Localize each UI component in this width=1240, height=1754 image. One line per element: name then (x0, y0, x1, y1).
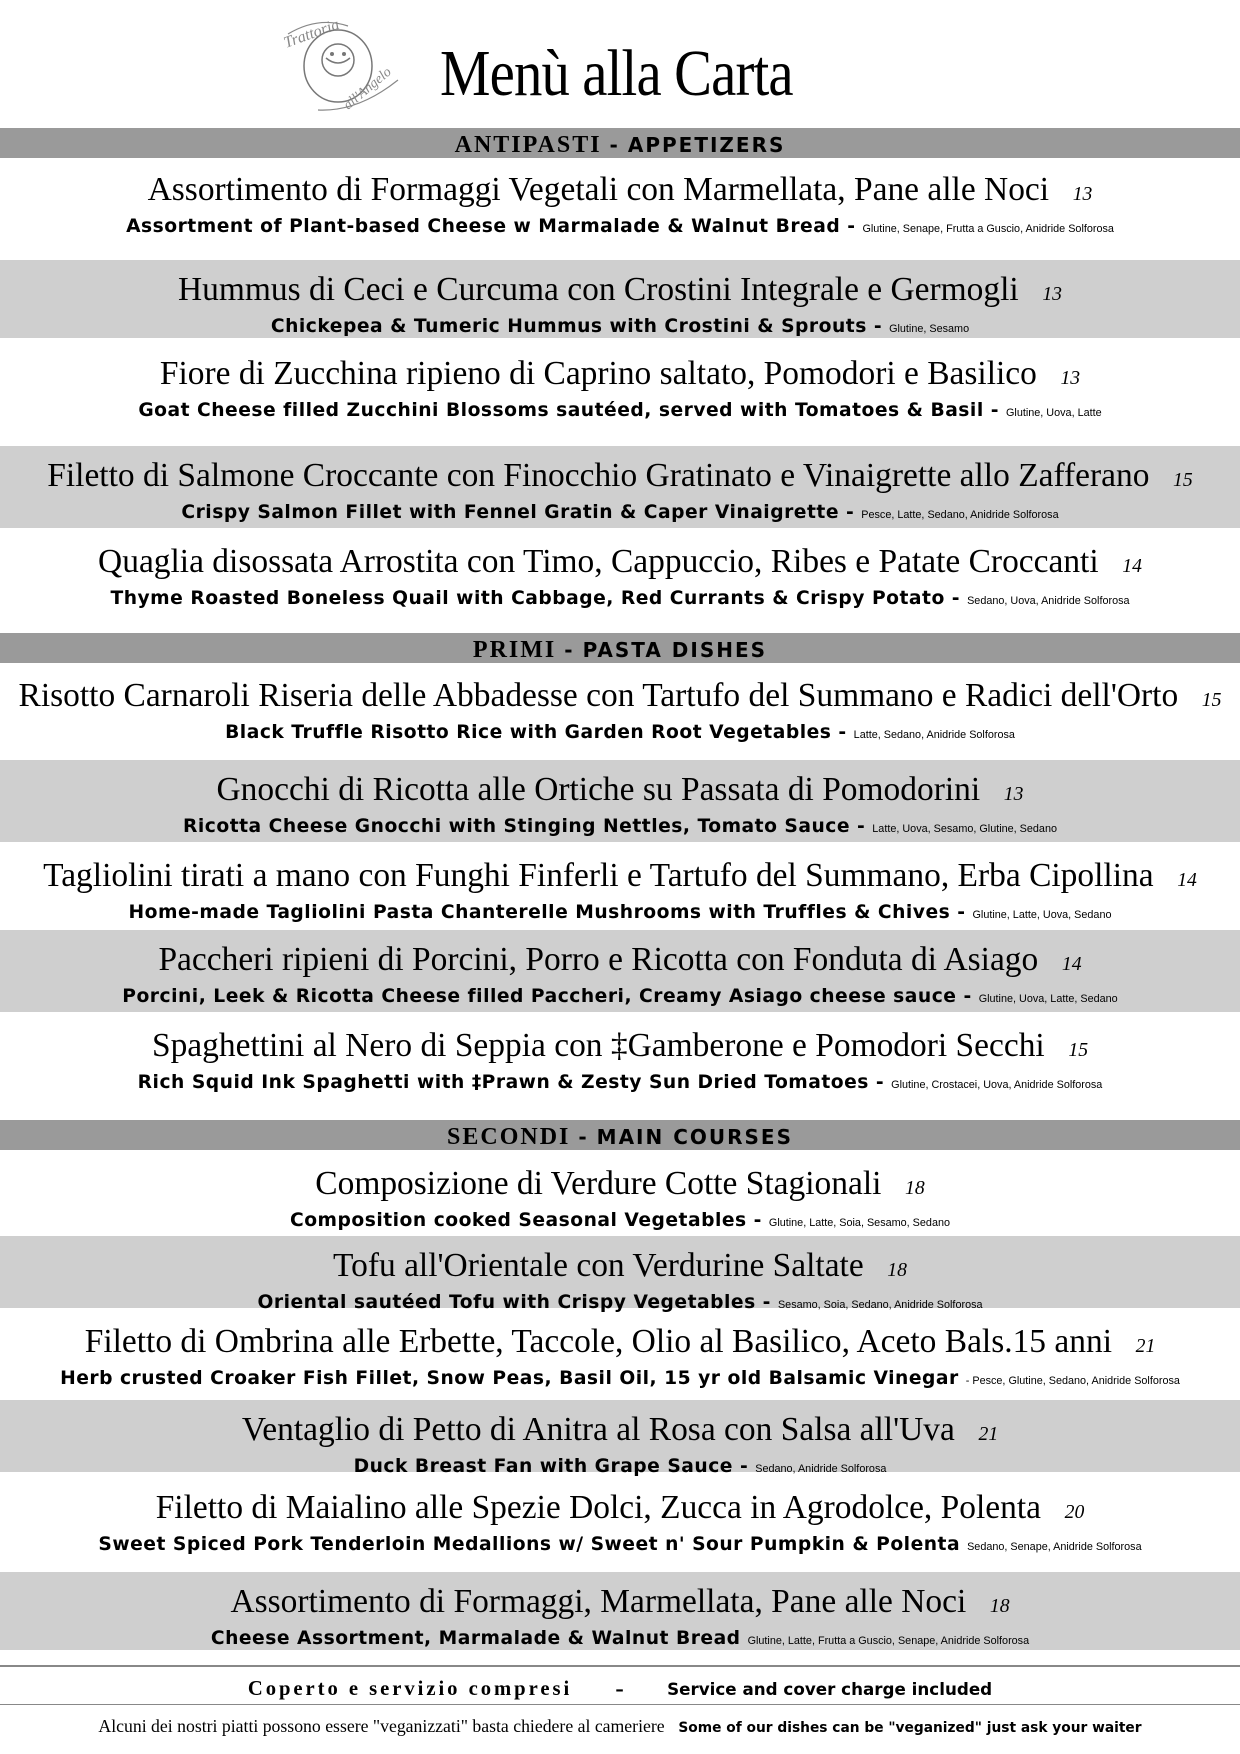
dish-name-it (10, 1488, 1230, 1532)
page-title: Menù alla Carta (440, 37, 793, 110)
dish-name-en (10, 314, 1230, 341)
footer-divider (0, 1704, 1240, 1705)
dish-price: 13 (1060, 367, 1081, 389)
cover-note-dash: – (615, 1680, 624, 1700)
dish-price: 15 (1173, 469, 1193, 491)
section-secondi (0, 1120, 1240, 1150)
dish-description-en: Sweet Spiced Pork Tenderloin Medallions w/ Sweet n' Sour Pumpkin & Polenta (98, 1533, 961, 1555)
dish-name-it (10, 542, 1230, 586)
dish-name-it (10, 170, 1230, 214)
dish-name-text: Filetto di Salmone Croccante con Finocchio Gratinato e Vinaigrette allo Zafferano (47, 457, 1150, 494)
dish-name-en (10, 900, 1230, 927)
dish-description-en: Home-made Tagliolini Pasta Chanterelle Mushrooms with Truffles & Chives - (128, 901, 966, 923)
section-title-it: ANTIPASTI (454, 132, 602, 158)
dish-description-en: Goat Cheese filled Zucchini Blossoms sautéed, served with Tomatoes & Basil - (138, 399, 999, 421)
svg-text:all'Angelo: all'Angelo (340, 64, 395, 114)
allergen-list: Glutine, Sesamo (889, 323, 970, 335)
allergen-list: Glutine, Crostacei, Uova, Anidride Solforosa (891, 1079, 1103, 1091)
allergen-list: - Pesce, Glutine, Sedano, Anidride Solforosa (965, 1375, 1180, 1387)
menu-item (0, 846, 1240, 934)
dish-name-en (10, 1070, 1230, 1097)
dish-name-it (10, 770, 1230, 814)
dish-name-text: Quaglia disossata Arrostita con Timo, Cappuccio, Ribes e Patate Croccanti (98, 543, 1099, 580)
allergen-list: Sedano, Senape, Anidride Solforosa (967, 1541, 1142, 1553)
section-title-it: PRIMI (472, 637, 557, 663)
menu-item (0, 1016, 1240, 1118)
allergen-list: Glutine, Senape, Frutta a Guscio, Anidride Solforosa (862, 223, 1114, 235)
menu-item (0, 666, 1240, 758)
menu-item (0, 1312, 1240, 1392)
cover-note-it: Coperto e servizio compresi (247, 1676, 573, 1700)
dish-name-it (10, 1026, 1230, 1070)
dish-price: 15 (1201, 689, 1222, 711)
allergen-list: Glutine, Latte, Frutta a Guscio, Senape, Anidride Solforosa (747, 1635, 1030, 1647)
menu-item (0, 1154, 1240, 1234)
dish-name-it (10, 1246, 1230, 1290)
dish-name-text: Paccheri ripieni di Porcini, Porro e Ricotta con Fonduta di Asiago (158, 941, 1039, 978)
menu-item (0, 446, 1240, 528)
dish-name-en (10, 500, 1230, 527)
dish-price: 13 (1003, 783, 1024, 805)
dish-name-it (10, 676, 1230, 720)
dish-description-en: Thyme Roasted Boneless Quail with Cabbage, Red Currants & Crispy Potato - (110, 587, 961, 609)
dish-name-it (10, 1322, 1230, 1366)
allergen-list: Glutine, Uova, Latte (1006, 407, 1102, 419)
menu-item (0, 260, 1240, 338)
allergen-list: Pesce, Latte, Sedano, Anidride Solforosa (861, 509, 1059, 521)
dish-price: 15 (1068, 1039, 1089, 1061)
allergen-list: Glutine, Latte, Soia, Sesamo, Sedano (768, 1217, 950, 1229)
dish-description-en: Duck Breast Fan with Grape Sauce - (353, 1455, 749, 1477)
dish-name-en (10, 720, 1230, 747)
menu-item (0, 1572, 1240, 1650)
section-separator: - (578, 1125, 589, 1149)
dish-description-en: Composition cooked Seasonal Vegetables - (289, 1209, 762, 1231)
dish-name-en (10, 1208, 1230, 1235)
dish-name-en (10, 1454, 1230, 1481)
section-antipasti (0, 128, 1240, 158)
dish-price: 18 (989, 1595, 1010, 1617)
dish-name-en (10, 214, 1230, 241)
dish-price: 18 (887, 1259, 907, 1281)
dish-name-en (10, 1626, 1230, 1653)
dish-name-text: Filetto di Maialino alle Spezie Dolci, Zucca in Agrodolce, Polenta (155, 1489, 1042, 1526)
dish-description-en: Crispy Salmon Fillet with Fennel Gratin & Caper Vinaigrette - (181, 501, 855, 523)
menu-item (0, 930, 1240, 1012)
dish-price: 21 (978, 1423, 999, 1445)
dish-name-text: Tagliolini tirati a mano con Funghi Finferli e Tartufo del Summano, Erba Cipollina (43, 857, 1154, 894)
dish-name-text: Filetto di Ombrina alle Erbette, Taccole, Olio al Basilico, Aceto Bals.15 anni (84, 1323, 1112, 1360)
dish-price: 20 (1064, 1501, 1085, 1523)
dish-price: 14 (1177, 869, 1197, 891)
allergen-list: Latte, Uova, Sesamo, Glutine, Sedano (872, 823, 1057, 835)
dish-name-it (10, 856, 1230, 900)
section-primi (0, 633, 1240, 663)
dish-price: 13 (1072, 183, 1093, 205)
menu-item (0, 760, 1240, 842)
menu-item (0, 532, 1240, 628)
allergen-list: Sedano, Anidride Solforosa (755, 1463, 887, 1475)
dish-name-text: Hummus di Ceci e Curcuma con Crostini Integrale e Germogli (177, 271, 1019, 308)
dish-name-en (10, 984, 1230, 1011)
menu-item (0, 344, 1240, 436)
vegan-note (10, 1716, 1230, 1737)
dish-price: 18 (905, 1177, 925, 1199)
allergen-list: Sedano, Uova, Anidride Solforosa (967, 595, 1130, 607)
dish-price: 21 (1135, 1335, 1156, 1357)
allergen-list: Glutine, Latte, Uova, Sedano (972, 909, 1112, 921)
dish-name-it (10, 270, 1230, 314)
dish-description-en: Chickepea & Tumeric Hummus with Crostini & Sprouts - (270, 315, 883, 337)
menu-item (0, 160, 1240, 252)
svg-text:Trattoria: Trattoria (281, 16, 342, 52)
dish-description-en: Cheese Assortment, Marmalade & Walnut Bread (210, 1627, 741, 1649)
dish-description-en: Black Truffle Risotto Rice with Garden Root Vegetables - (225, 721, 847, 743)
dish-name-text: Spaghettini al Nero di Seppia con ‡Gamberone e Pomodori Secchi (151, 1027, 1045, 1064)
dish-name-it (10, 456, 1230, 500)
dish-name-text: Risotto Carnaroli Riseria delle Abbadesse con Tartufo del Summano e Radici dell'Orto (18, 677, 1179, 714)
dish-name-text: Assortimento di Formaggi Vegetali con Marmellata, Pane alle Noci (147, 171, 1050, 208)
dish-name-en (10, 1532, 1230, 1559)
dish-name-it (10, 1410, 1230, 1454)
menu-item (0, 1400, 1240, 1477)
section-title-it: SECONDI (447, 1124, 571, 1150)
section-separator: - (564, 638, 575, 662)
allergen-list: Sesamo, Soia, Sedano, Anidride Solforosa (777, 1299, 983, 1311)
menu-item (0, 1478, 1240, 1564)
footer-divider (0, 1665, 1240, 1667)
section-title-en: APPETIZERS (627, 133, 786, 157)
dish-name-en (10, 398, 1230, 425)
restaurant-logo (278, 14, 412, 114)
dish-price: 13 (1042, 283, 1063, 305)
dish-description-en: Rich Squid Ink Spaghetti with ‡Prawn & Zesty Sun Dried Tomatoes - (137, 1071, 885, 1093)
dish-name-text: Assortimento di Formaggi, Marmellata, Pane alle Noci (230, 1583, 967, 1620)
section-separator: - (609, 133, 620, 157)
dish-price: 14 (1061, 953, 1082, 975)
dish-description-en: Oriental sautéed Tofu with Crispy Vegetables - (257, 1291, 771, 1313)
section-title-en: PASTA DISHES (582, 638, 768, 662)
cover-charge-note (10, 1676, 1230, 1701)
page-header (0, 0, 1240, 128)
dish-name-it (10, 354, 1230, 398)
section-title-en: MAIN COURSES (596, 1125, 793, 1149)
menu-item (0, 1236, 1240, 1313)
dish-name-text: Gnocchi di Ricotta alle Ortiche su Passata di Pomodorini (216, 771, 981, 808)
dish-name-text: Composizione di Verdure Cotte Stagionali (315, 1165, 882, 1202)
dish-description-en: Herb crusted Croaker Fish Fillet, Snow Peas, Basil Oil, 15 yr old Balsamic Vinegar (60, 1367, 959, 1389)
dish-name-text: Fiore di Zucchina ripieno di Caprino saltato, Pomodori e Basilico (159, 355, 1037, 392)
dish-name-en (10, 586, 1230, 613)
allergen-list: Glutine, Uova, Latte, Sedano (978, 993, 1118, 1005)
cover-note-en: Service and cover charge included (667, 1680, 993, 1700)
dish-name-en (10, 1366, 1230, 1393)
dish-name-it (10, 940, 1230, 984)
dish-description-en: Assortment of Plant-based Cheese w Marmalade & Walnut Bread - (126, 215, 856, 237)
dish-description-en: Ricotta Cheese Gnocchi with Stinging Nettles, Tomato Sauce - (183, 815, 866, 837)
dish-name-it (10, 1582, 1230, 1626)
dish-description-en: Porcini, Leek & Ricotta Cheese filled Paccheri, Creamy Asiago cheese sauce - (122, 985, 972, 1007)
dish-name-it (10, 1164, 1230, 1208)
allergen-list: Latte, Sedano, Anidride Solforosa (853, 729, 1015, 741)
dish-price: 14 (1122, 555, 1142, 577)
vegan-note-en: Some of our dishes can be "veganized" just ask your waiter (678, 1720, 1142, 1736)
dish-name-text: Tofu all'Orientale con Verdurine Saltate (333, 1247, 864, 1284)
dish-name-text: Ventaglio di Petto di Anitra al Rosa con Salsa all'Uva (241, 1411, 955, 1448)
vegan-note-it: Alcuni dei nostri piatti possono essere "veganizzati" basta chiedere al cameriere (98, 1716, 665, 1736)
dish-name-en (10, 814, 1230, 841)
